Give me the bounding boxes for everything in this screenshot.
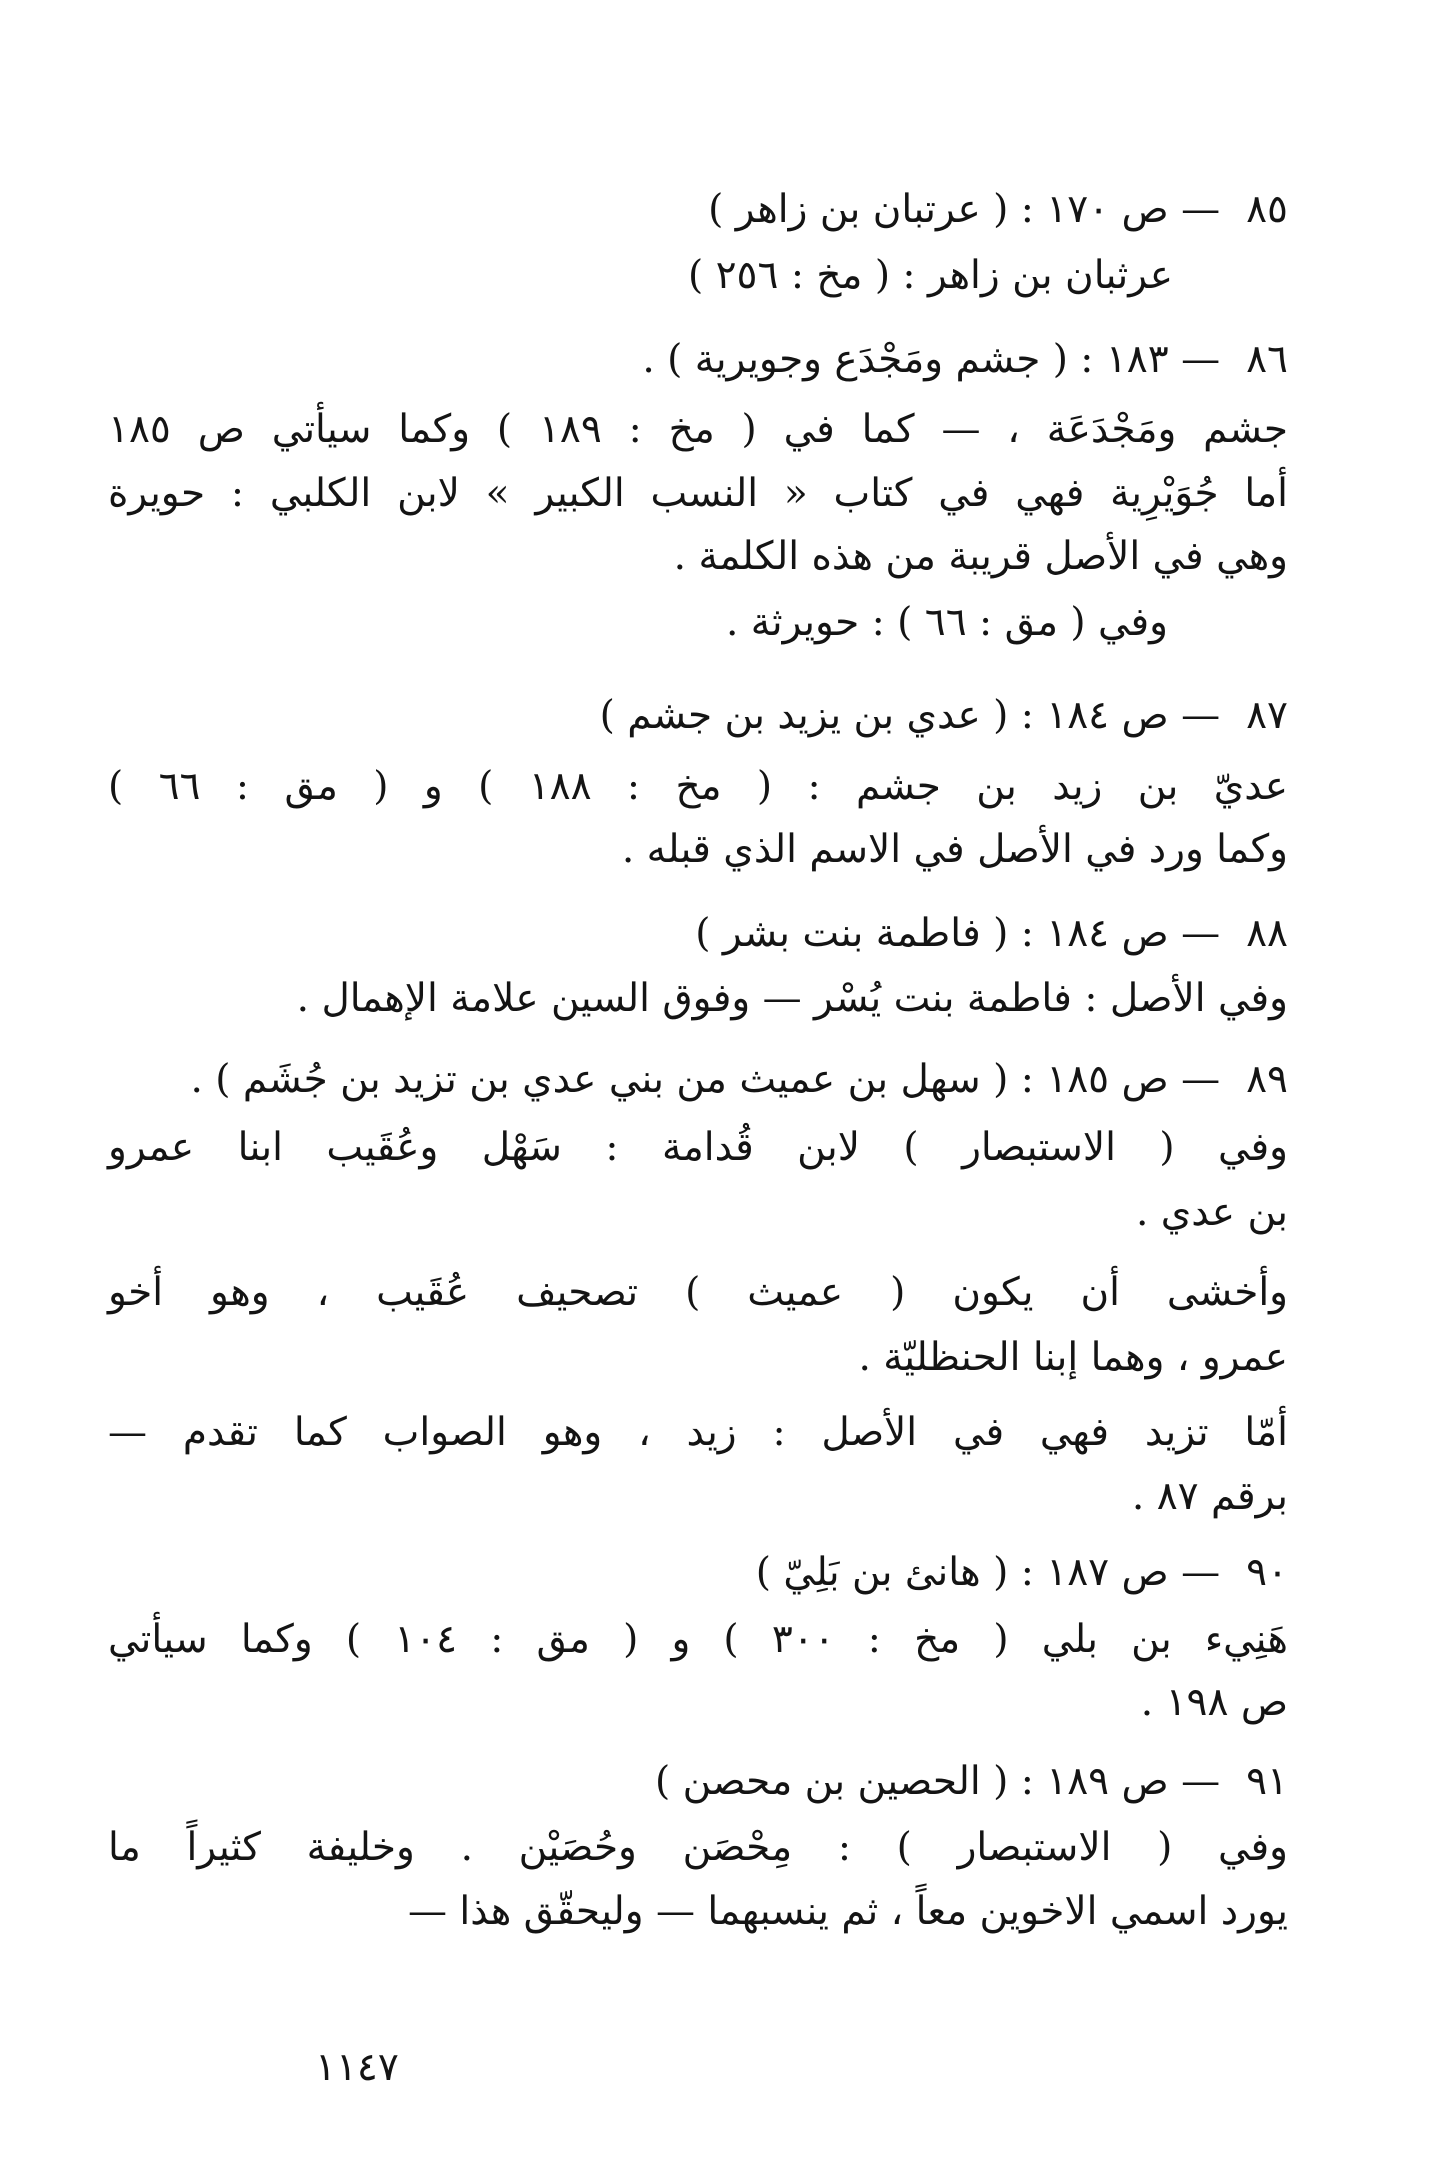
entry-reference: ص ١٨٤ : ( فاطمة بنت بشر ) — [695, 911, 1169, 956]
entry-88-line-1: وفي الأصل : فاطمة بنت يُسْر — وفوق السين علامة الإهمال . — [296, 976, 1288, 1021]
entry-86-line-3: وهي في الأصل قريبة من هذه الكلمة . — [673, 534, 1288, 579]
entry-89-line-1: وفي ( الاستبصار ) لابن قُدامة : سَهْل وعُقَيب ابنا عمرو — [108, 1125, 1288, 1170]
entry-88-header — [108, 904, 1288, 964]
entry-number: ٨٩ — [1246, 1057, 1288, 1102]
entry-reference: ص ١٨٩ : ( الحصين بن محصن ) — [655, 1759, 1169, 1804]
entry-reference: ص ١٧٠ : ( عرتبان بن زاهر ) — [708, 187, 1169, 232]
entry-number: ٩١ — [1246, 1759, 1288, 1804]
entry-89-line-2: بن عدي . — [1135, 1190, 1288, 1235]
entry-87-header — [108, 686, 1288, 746]
entry-86-line-2: أما جُوَيْرِية فهي في كتاب « النسب الكبير » لابن الكلبي : حويرة — [108, 471, 1288, 516]
entry-90-header — [108, 1543, 1288, 1603]
entry-dash: — — [1181, 1057, 1221, 1102]
entry-86-header — [108, 330, 1288, 390]
entry-reference: ص ١٨٧ : ( هانئ بن بَلِيّ ) — [755, 1550, 1169, 1595]
entry-reference: ص ١٨٤ : ( عدي بن يزيد بن جشم ) — [599, 693, 1169, 738]
entry-89-line-3: وأخشى أن يكون ( عميث ) تصحيف عُقَيب ، وهو أخو — [108, 1270, 1288, 1315]
entry-dash: — — [1181, 693, 1221, 738]
entry-reference: ص ١٨٥ : ( سهل بن عميث من بني عدي بن تزيد بن جُشَم ) . — [190, 1057, 1169, 1102]
entry-number: ٨٦ — [1246, 337, 1288, 382]
entry-dash: — — [1181, 911, 1221, 956]
entry-85-header — [108, 180, 1288, 240]
page-number: ١١٤٧ — [315, 2045, 399, 2090]
entry-reference: ١٨٣ : ( جشم ومَجْدَع وجويرية ) . — [642, 337, 1169, 382]
entry-91-header — [108, 1752, 1288, 1812]
entry-dash: — — [1181, 1550, 1221, 1595]
entry-86-line-1: جشم ومَجْدَعَة ، — كما في ( مخ : ١٨٩ ) وكما سيأتي ص ١٨٥ — [108, 407, 1288, 452]
entry-91-line-1: وفي ( الاستبصار ) : مِحْصَن وحُصَيْن . وخليفة كثيراً ما — [108, 1825, 1288, 1870]
entry-89-line-5: أمّا تزيد فهي في الأصل : زيد ، وهو الصواب كما تقدم — — [108, 1410, 1288, 1455]
entry-number: ٨٨ — [1246, 911, 1288, 956]
entry-number: ٨٧ — [1246, 693, 1288, 738]
entry-dash: — — [1181, 187, 1221, 232]
entry-87-line-2: وكما ورد في الأصل في الاسم الذي قبله . — [621, 827, 1288, 872]
entry-89-line-6: برقم ٨٧ . — [1131, 1474, 1288, 1519]
entry-90-line-1: هَنِيء بن بلي ( مخ : ٣٠٠ ) و ( مق : ١٠٤ ) وكما سيأتي — [108, 1617, 1289, 1662]
entry-number: ٩٠ — [1246, 1550, 1288, 1595]
entry-85-line-1: عرثبان بن زاهر : ( مخ : ٢٥٦ ) — [687, 253, 1173, 298]
entry-dash: — — [1181, 337, 1221, 382]
entry-89-line-4: عمرو ، وهما إبنا الحنظليّة . — [858, 1335, 1288, 1380]
entry-number: ٨٥ — [1246, 187, 1288, 232]
entry-87-line-1: عديّ بن زيد بن جشم : ( مخ : ١٨٨ ) و ( مق : ٦٦ ) — [108, 764, 1288, 809]
entry-86-line-4: وفي ( مق : ٦٦ ) : حويرثة . — [726, 600, 1168, 645]
entry-dash: — — [1181, 1759, 1221, 1804]
entry-90-line-2: ص ١٩٨ . — [1140, 1680, 1288, 1725]
entry-89-header — [108, 1050, 1288, 1110]
entry-91-line-2: يورد اسمي الاخوين معاً ، ثم ينسبهما — وليحقّق هذا — — [408, 1889, 1288, 1934]
